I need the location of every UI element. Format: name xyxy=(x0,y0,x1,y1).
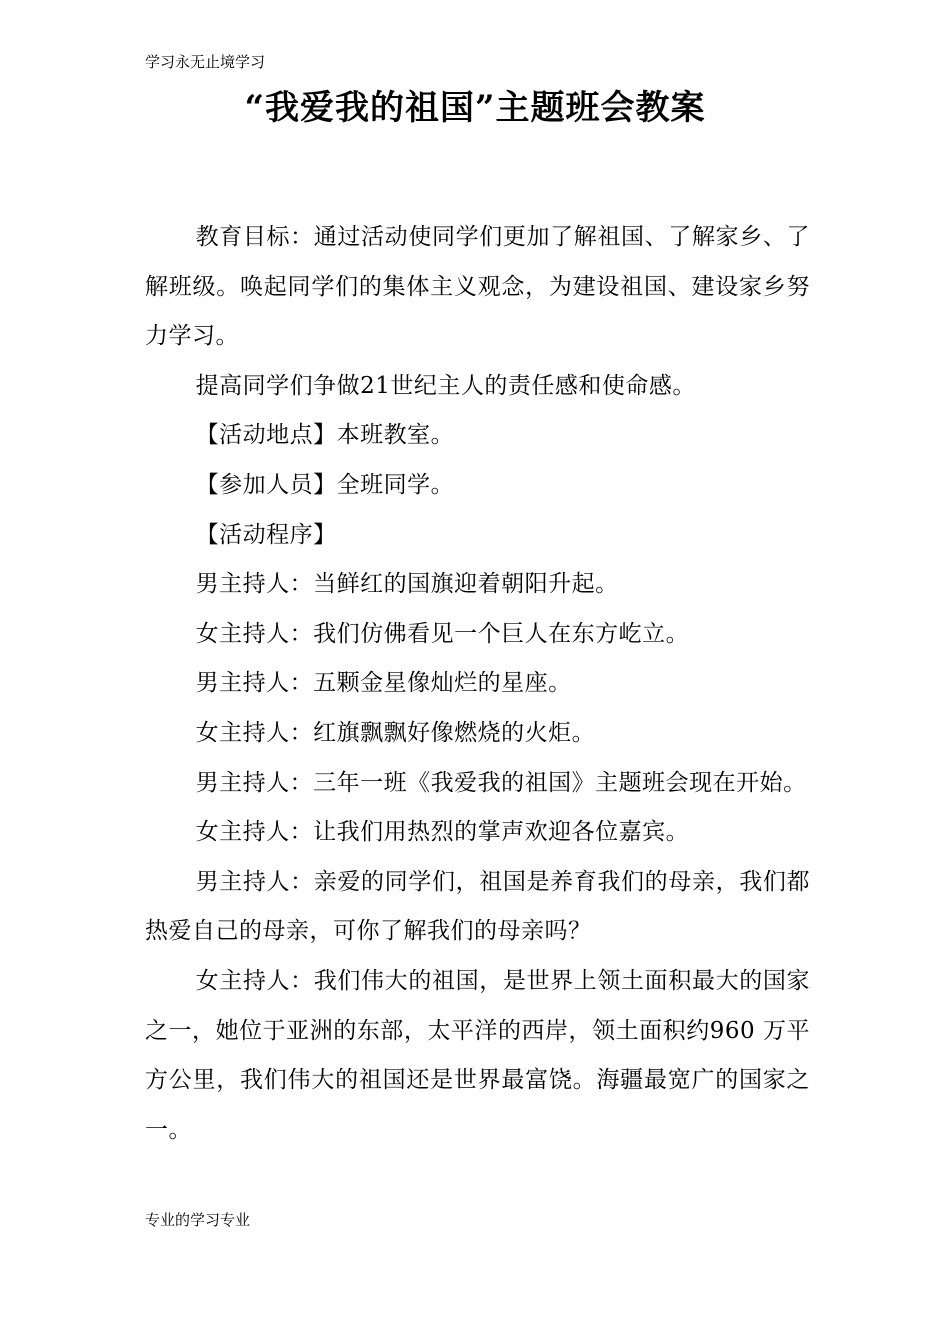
document-body xyxy=(145,213,810,1155)
paragraph-dialogue: 女主持人：红旗飘飘好像燃烧的火炬。 xyxy=(195,719,596,746)
paragraph-dialogue: 男主持人：当鲜红的国旗迎着朝阳升起。 xyxy=(195,571,619,598)
paragraph-activity-procedure: 【活动程序】 xyxy=(195,521,337,548)
paragraph-participants: 【参加人员】全班同学。 xyxy=(195,471,455,498)
paragraph-dialogue: 男主持人：五颗金星像灿烂的星座。 xyxy=(195,670,572,697)
paragraph-dialogue: 女主持人：我们仿佛看见一个巨人在东方屹立。 xyxy=(195,620,690,647)
paragraph-dialogue: 女主持人：让我们用热烈的掌声欢迎各位嘉宾。 xyxy=(195,819,690,846)
header-note: 学习永无止境学习 xyxy=(145,53,266,71)
paragraph-activity-location: 【活动地点】本班教室。 xyxy=(195,422,455,449)
paragraph-responsibility: 提高同学们争做21世纪主人的责任感和使命感。 xyxy=(195,372,696,399)
paragraph-dialogue: 男主持人：亲爱的同学们，祖国是养育我们的母亲，我们都热爱自己的母亲，可你了解我们的母亲吗？ xyxy=(145,868,810,945)
paragraph-education-goal: 教育目标：通过活动使同学们更加了解祖国、了解家乡、了解班级。唤起同学们的集体主义观念，为建设祖国、建设家乡努力学习。 xyxy=(145,224,810,350)
paragraph-dialogue: 女主持人：我们伟大的祖国，是世界上领土面积最大的国家之一，她位于亚洲的东部，太平洋的西岸，领土面积约960 万平方公里，我们伟大的祖国还是世界最富饶。海疆最宽广的国家之一。 xyxy=(145,967,810,1143)
paragraph-dialogue: 男主持人：三年一班《我爱我的祖国》主题班会现在开始。 xyxy=(195,769,807,796)
footer-note: 专业的学习专业 xyxy=(145,1211,251,1229)
document-title: “我爱我的祖国”主题班会教案 xyxy=(244,88,706,128)
